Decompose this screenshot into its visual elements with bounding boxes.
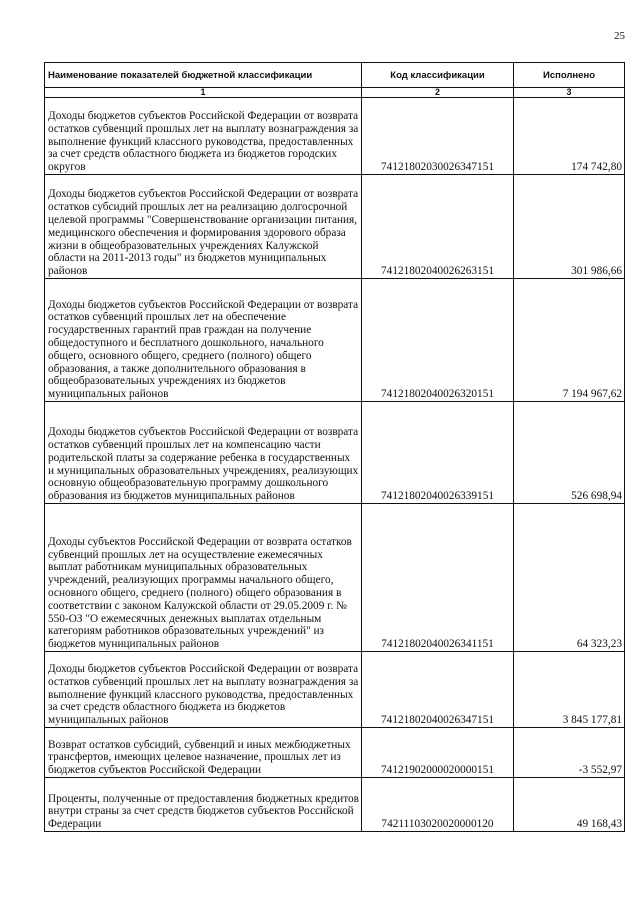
row-code: 74121802040026339151: [362, 402, 514, 504]
row-code: 74121902000020000151: [362, 728, 514, 778]
row-name: Проценты, полученные от предоставления бюджетных кредитов внутри страны за счет средств бюджетов субъектов Российской Федерации: [45, 778, 362, 832]
page-number: 25: [614, 30, 625, 42]
table-row: [45, 98, 625, 175]
row-amount: 301 986,66: [514, 175, 625, 279]
table-row: [45, 175, 625, 279]
budget-table: [44, 62, 625, 832]
table-row: [45, 279, 625, 402]
row-amount: 49 168,43: [514, 778, 625, 832]
row-name: Доходы бюджетов субъектов Российской Федерации от возврата остатков субвенций прошлых лет на выплату вознаграждения за выполнение функций классного руководства, предоставленных за счет средств областного бюджета из бюджетов городских округов: [45, 98, 362, 175]
column-number: 3: [514, 88, 625, 98]
table-row: [45, 728, 625, 778]
column-header-name: Наименование показателей бюджетной классификации: [45, 63, 362, 88]
row-name: Доходы бюджетов субъектов Российской Федерации от возврата остатков субвенций прошлых лет на компенсацию части родительской платы за содержание ребенка в государственных и муниципальных образовательных учреждениях, реализующих основную общеобразовательную программу дошкольного образования из бюджетов муниципальных районов: [45, 402, 362, 504]
row-code: 74121802040026347151: [362, 652, 514, 728]
column-number: 1: [45, 88, 362, 98]
row-amount: -3 552,97: [514, 728, 625, 778]
row-name: Доходы бюджетов субъектов Российской Федерации от возврата остатков субсидий прошлых лет на реализацию долгосрочной целевой программы "Совершенствование организации питания, медицинского обеспечения и формирования здорового образа жизни в общеобразовательных учреждениях Калужской области на 2011-2013 годы" из бюджетов муниципальных районов: [45, 175, 362, 279]
row-amount: 526 698,94: [514, 402, 625, 504]
row-amount: 64 323,23: [514, 504, 625, 652]
row-name: Доходы субъектов Российской Федерации от возврата остатков субвенций прошлых лет на осуществление ежемесячных выплат работникам муниципальных образовательных учреждений, реализующих программы начального общего, основного общего, среднего (полного) общего образования в соответствии с законом Калужской области от 29.05.2009 г. № 550-ОЗ "О ежемесячных денежных выплатах отдельным категориям работников образовательных учреждений" из бюджетов муниципальных районов: [45, 504, 362, 652]
row-name: Возврат остатков субсидий, субвенций и иных межбюджетных трансфертов, имеющих целевое назначение, прошлых лет из бюджетов субъектов Российской Федерации: [45, 728, 362, 778]
row-code: 74121802040026320151: [362, 279, 514, 402]
row-code: 74211103020020000120: [362, 778, 514, 832]
table-row: [45, 504, 625, 652]
row-amount: 3 845 177,81: [514, 652, 625, 728]
column-numbers-row: [45, 88, 625, 98]
table-row: [45, 778, 625, 832]
table-row: [45, 402, 625, 504]
row-amount: 174 742,80: [514, 98, 625, 175]
row-code: 74121802040026263151: [362, 175, 514, 279]
column-number: 2: [362, 88, 514, 98]
row-code: 74121802030026347151: [362, 98, 514, 175]
table-row: [45, 652, 625, 728]
row-amount: 7 194 967,62: [514, 279, 625, 402]
column-header-code: Код классификации: [362, 63, 514, 88]
row-name: Доходы бюджетов субъектов Российской Федерации от возврата остатков субвенций прошлых лет на обеспечение государственных гарантий прав граждан на получение общедоступного и бесплатного дошкольного, начального общего, основного общего, среднего (полного) общего образования, а также дополнительного образования в общеобразовательных учреждениях из бюджетов муниципальных районов: [45, 279, 362, 402]
column-header-executed: Исполнено: [514, 63, 625, 88]
table-header-row: [45, 63, 625, 88]
row-code: 74121802040026341151: [362, 504, 514, 652]
row-name: Доходы бюджетов субъектов Российской Федерации от возврата остатков субвенций прошлых лет на выплату вознаграждения за выполнение функций классного руководства, предоставленных за счет средств областного бюджета из бюджетов муниципальных районов: [45, 652, 362, 728]
